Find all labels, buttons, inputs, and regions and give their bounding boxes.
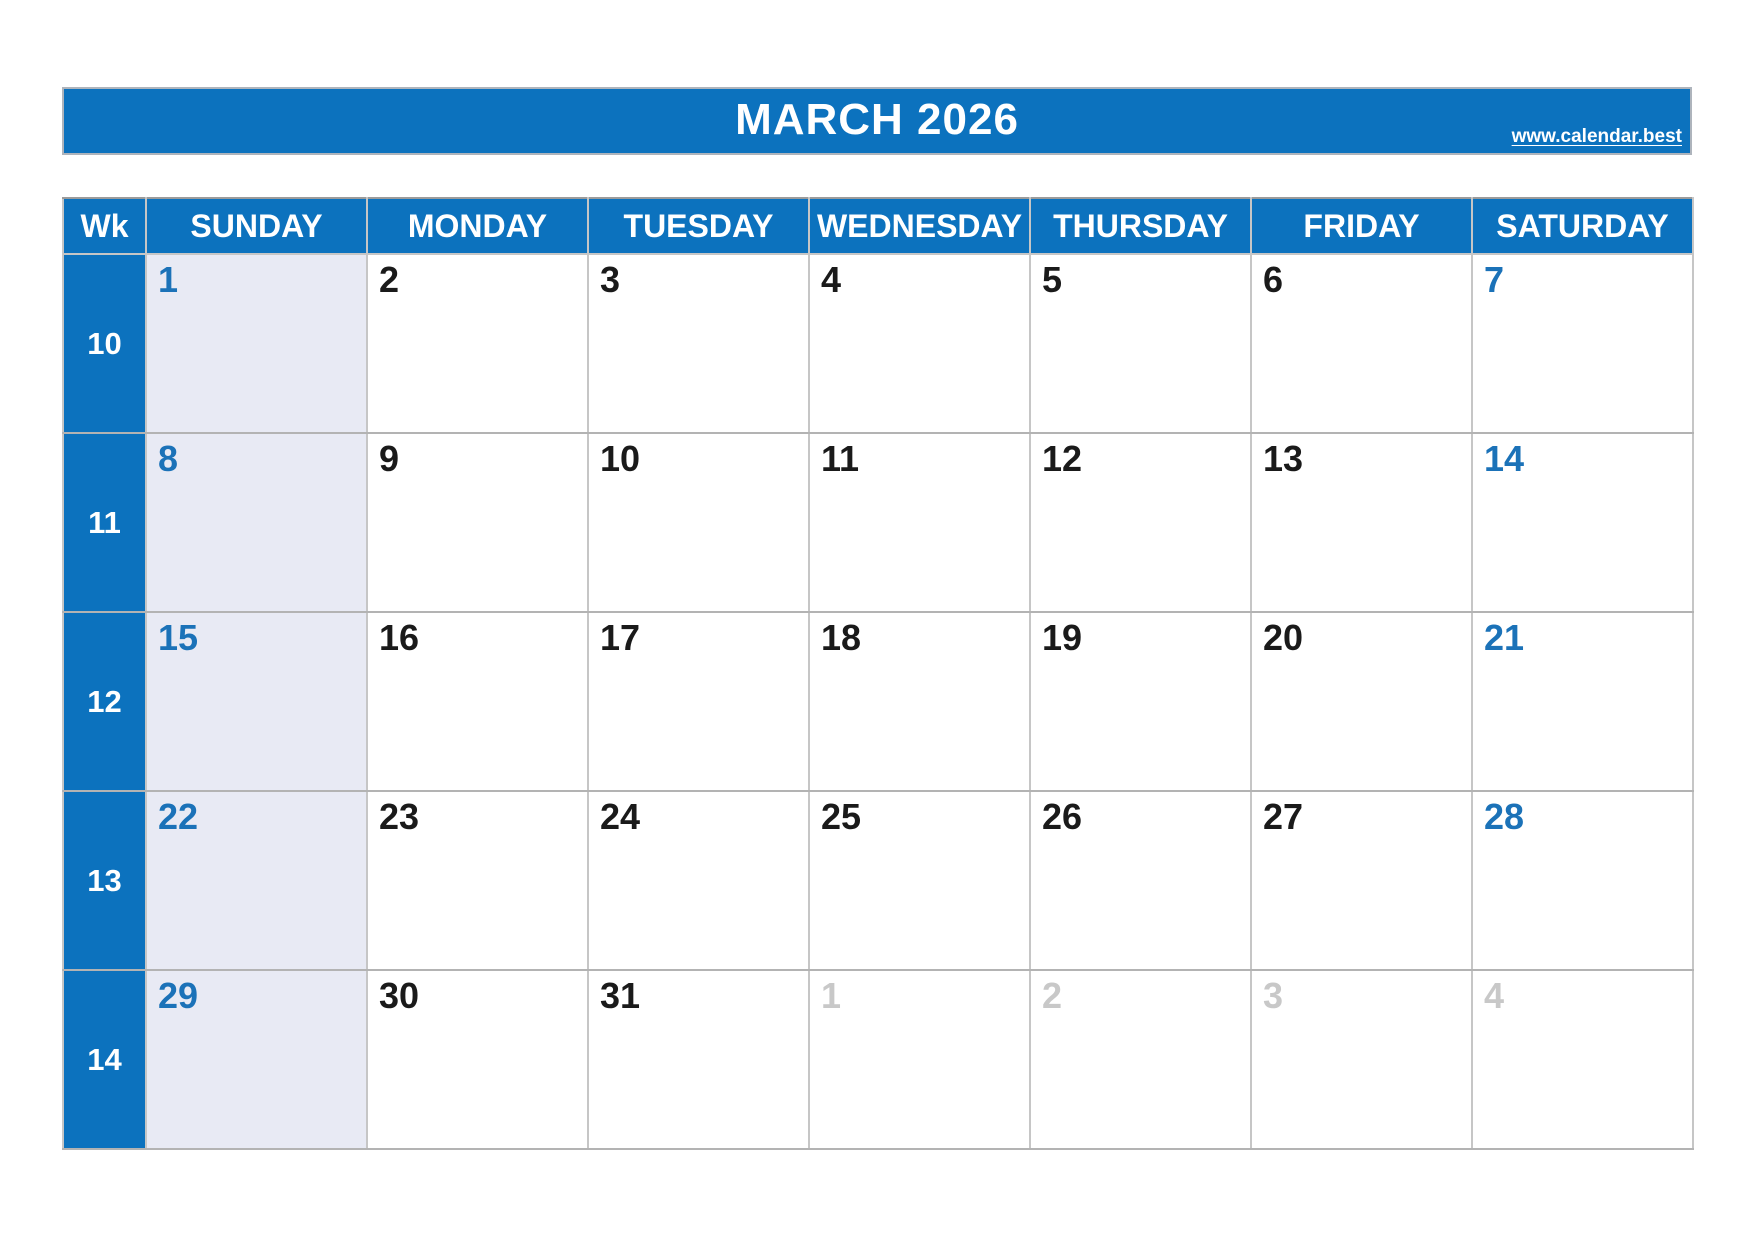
day-number: 31 [600, 975, 641, 1016]
day-number: 9 [379, 438, 400, 479]
day-cell-mar-27 [1251, 791, 1472, 970]
header-tuesday: TUESDAY [588, 198, 809, 254]
day-cell-apr-2 [1030, 970, 1251, 1149]
day-number: 2 [379, 259, 400, 300]
day-cell-mar-30 [367, 970, 588, 1149]
day-number: 30 [379, 975, 420, 1016]
day-number: 26 [1042, 796, 1083, 837]
month-year-title: MARCH 2026 [735, 95, 1019, 144]
day-number: 4 [821, 259, 842, 300]
day-cell-mar-4 [809, 254, 1030, 433]
day-cell-mar-14 [1472, 433, 1693, 612]
day-number: 14 [1484, 438, 1525, 479]
day-number: 22 [158, 796, 199, 837]
day-cell-mar-29 [146, 970, 367, 1149]
day-number: 11 [821, 438, 860, 479]
day-number: 24 [600, 796, 641, 837]
day-number: 3 [1263, 975, 1284, 1016]
day-number: 19 [1042, 617, 1083, 658]
header-thursday: THURSDAY [1030, 198, 1251, 254]
day-number: 12 [1042, 438, 1083, 479]
week-row-14 [63, 970, 1693, 1149]
day-cell-mar-22 [146, 791, 367, 970]
day-cell-mar-17 [588, 612, 809, 791]
day-number: 7 [1484, 259, 1505, 300]
day-cell-mar-26 [1030, 791, 1251, 970]
day-cell-mar-24 [588, 791, 809, 970]
day-number: 13 [1263, 438, 1304, 479]
day-cell-mar-8 [146, 433, 367, 612]
week-row-13 [63, 791, 1693, 970]
day-cell-apr-3 [1251, 970, 1472, 1149]
day-number: 3 [600, 259, 621, 300]
day-number: 27 [1263, 796, 1304, 837]
day-cell-apr-4 [1472, 970, 1693, 1149]
day-number: 1 [158, 259, 179, 300]
day-number: 28 [1484, 796, 1525, 837]
day-cell-mar-15 [146, 612, 367, 791]
week-number: 11 [63, 433, 146, 612]
day-number: 20 [1263, 617, 1304, 658]
header-row [63, 198, 1693, 254]
day-cell-mar-2 [367, 254, 588, 433]
day-number: 2 [1042, 975, 1063, 1016]
day-number: 15 [158, 617, 199, 658]
day-cell-mar-19 [1030, 612, 1251, 791]
week-number: 14 [63, 970, 146, 1149]
header-sunday: SUNDAY [146, 198, 367, 254]
day-cell-mar-11 [809, 433, 1030, 612]
day-number: 1 [821, 975, 842, 1016]
header-saturday: SATURDAY [1472, 198, 1693, 254]
day-cell-mar-16 [367, 612, 588, 791]
week-row-12 [63, 612, 1693, 791]
day-number: 18 [821, 617, 862, 658]
day-cell-mar-12 [1030, 433, 1251, 612]
day-number: 10 [600, 438, 641, 479]
week-number: 12 [63, 612, 146, 791]
header-wednesday: WEDNESDAY [809, 198, 1030, 254]
week-row-11 [63, 433, 1693, 612]
day-cell-mar-25 [809, 791, 1030, 970]
week-row-10 [63, 254, 1693, 433]
day-number: 4 [1484, 975, 1505, 1016]
day-number: 25 [821, 796, 862, 837]
day-cell-mar-13 [1251, 433, 1472, 612]
week-number: 10 [63, 254, 146, 433]
day-number: 17 [600, 617, 641, 658]
day-cell-apr-1 [809, 970, 1030, 1149]
day-number: 23 [379, 796, 420, 837]
day-cell-mar-18 [809, 612, 1030, 791]
day-cell-mar-6 [1251, 254, 1472, 433]
day-cell-mar-10 [588, 433, 809, 612]
day-cell-mar-9 [367, 433, 588, 612]
day-cell-mar-7 [1472, 254, 1693, 433]
day-number: 8 [158, 438, 179, 479]
week-number: 13 [63, 791, 146, 970]
day-number: 29 [158, 975, 199, 1016]
header-monday: MONDAY [367, 198, 588, 254]
header-friday: FRIDAY [1251, 198, 1472, 254]
day-number: 16 [379, 617, 420, 658]
day-cell-mar-21 [1472, 612, 1693, 791]
week-col-header: Wk [63, 198, 146, 254]
day-number: 21 [1484, 617, 1525, 658]
title-bar [62, 87, 1692, 155]
day-cell-mar-3 [588, 254, 809, 433]
day-cell-mar-20 [1251, 612, 1472, 791]
day-cell-mar-28 [1472, 791, 1693, 970]
day-cell-mar-23 [367, 791, 588, 970]
day-number: 5 [1042, 259, 1063, 300]
day-number: 6 [1263, 259, 1284, 300]
day-cell-mar-31 [588, 970, 809, 1149]
calendar-table [62, 197, 1694, 1150]
day-cell-mar-5 [1030, 254, 1251, 433]
day-cell-mar-1 [146, 254, 367, 433]
website-link[interactable]: www.calendar.best [1511, 126, 1682, 147]
